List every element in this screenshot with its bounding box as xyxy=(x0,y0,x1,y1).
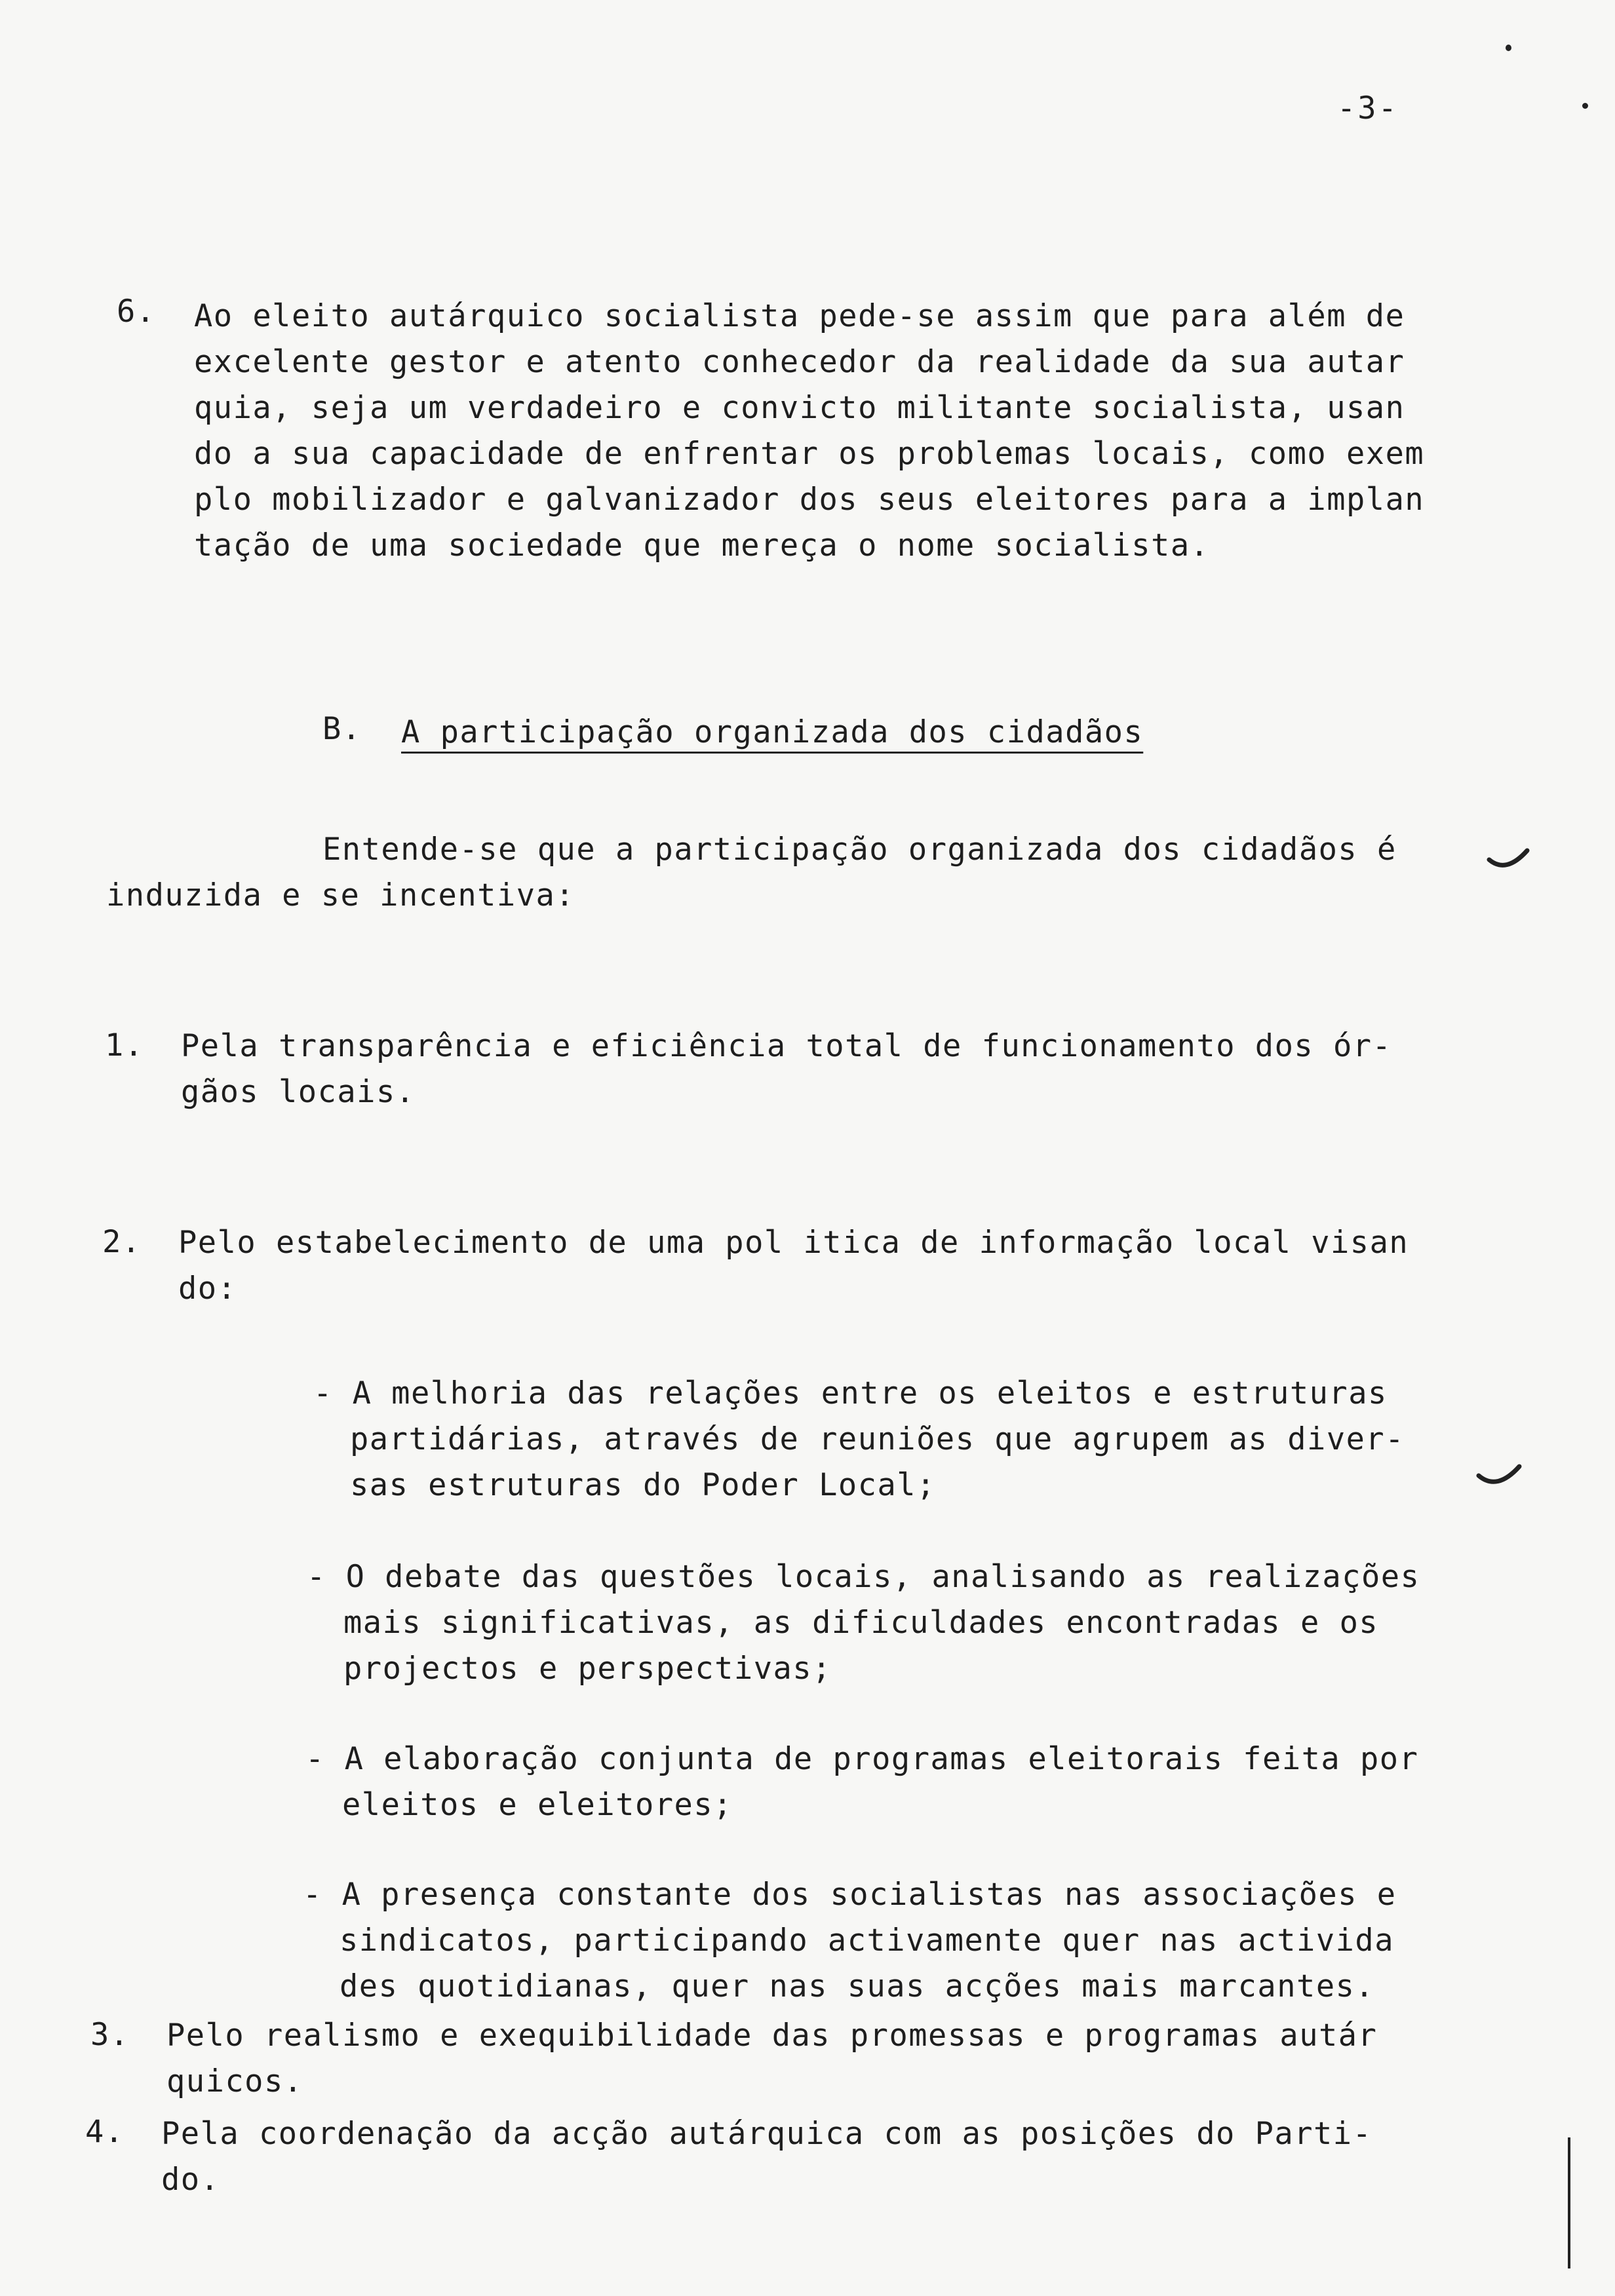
intro-paragraph xyxy=(106,827,1397,919)
item-4-paragraph xyxy=(161,2111,1372,2203)
text-line: Pela coordenação da acção autárquica com as posições do Parti- xyxy=(161,2116,1372,2152)
text-line: - A melhoria das relações entre os eleitos e estruturas xyxy=(313,1375,1388,1411)
item-1-number: 1. xyxy=(105,1027,144,1063)
text-line: Entende-se que a participação organizada dos cidadãos é xyxy=(322,832,1397,868)
bullet-item xyxy=(305,1736,1418,1828)
text-line: do. xyxy=(161,2162,220,2198)
item-1-paragraph xyxy=(181,1024,1391,1115)
text-line: - A elaboração conjunta de programas eleitorais feita por xyxy=(305,1741,1419,1777)
item-2-paragraph xyxy=(178,1220,1409,1312)
text-line: quicos. xyxy=(166,2063,303,2099)
text-line: gãos locais. xyxy=(181,1074,416,1110)
ink-speck xyxy=(1506,45,1511,51)
ink-speck xyxy=(1582,103,1588,109)
text-line: Pelo estabelecimento de uma pol itica de informação local visan xyxy=(178,1225,1409,1261)
text-line: do a sua capacidade de enfrentar os problemas locais, como exem xyxy=(194,436,1425,472)
bullet-item xyxy=(313,1371,1405,1508)
text-line: des quotidianas, quer nas suas acções mais marcantes. xyxy=(340,1968,1375,2004)
text-line: eleitos e eleitores; xyxy=(342,1787,733,1823)
item-2-number: 2. xyxy=(102,1224,142,1260)
text-line: partidárias, através de reuniões que agrupem as diver- xyxy=(350,1421,1405,1457)
text-line: Pela transparência e eficiência total de funcionamento dos ór- xyxy=(181,1028,1392,1064)
margin-vertical-line xyxy=(1568,2137,1570,2268)
section-letter: B. xyxy=(322,711,362,747)
text-line: - O debate das questões locais, analisando as realizações xyxy=(307,1559,1420,1595)
text-line: sas estruturas do Poder Local; xyxy=(350,1467,936,1503)
text-line: projectos e perspectivas; xyxy=(343,1651,832,1687)
section-title: A participação organizada dos cidadãos xyxy=(401,714,1144,750)
item-6-number: 6. xyxy=(117,294,156,330)
bullet-item xyxy=(307,1554,1420,1692)
text-line: excelente gestor e atento conhecedor da realidade da sua autar xyxy=(194,344,1405,380)
text-line: do: xyxy=(178,1271,237,1307)
text-line: - A presença constante dos socialistas nas associações e xyxy=(303,1877,1397,1913)
bullet-item xyxy=(303,1872,1397,2010)
text-line: tação de uma sociedade que mereça o nome socialista. xyxy=(194,527,1210,564)
text-line: induzida e se incentiva: xyxy=(106,877,575,913)
text-line: mais significativas, as dificuldades encontradas e os xyxy=(343,1605,1379,1641)
page-number: -3- xyxy=(1337,90,1399,126)
margin-check-mark xyxy=(1487,845,1532,878)
text-line: quia, seja um verdadeiro e convicto militante socialista, usan xyxy=(194,390,1405,426)
item-3-number: 3. xyxy=(90,2017,130,2053)
text-line: Ao eleito autárquico socialista pede-se assim que para além de xyxy=(194,298,1405,334)
item-3-paragraph xyxy=(166,2013,1377,2105)
text-line: sindicatos, participando activamente quer nas activida xyxy=(340,1923,1395,1959)
text-line: plo mobilizador e galvanizador dos seus eleitores para a implan xyxy=(194,482,1425,518)
item-4-number: 4. xyxy=(85,2114,125,2150)
item-6-paragraph xyxy=(194,294,1424,569)
text-line: Pelo realismo e exequibilidade das promessas e programas autár xyxy=(166,2018,1378,2054)
margin-check-mark xyxy=(1476,1461,1526,1495)
